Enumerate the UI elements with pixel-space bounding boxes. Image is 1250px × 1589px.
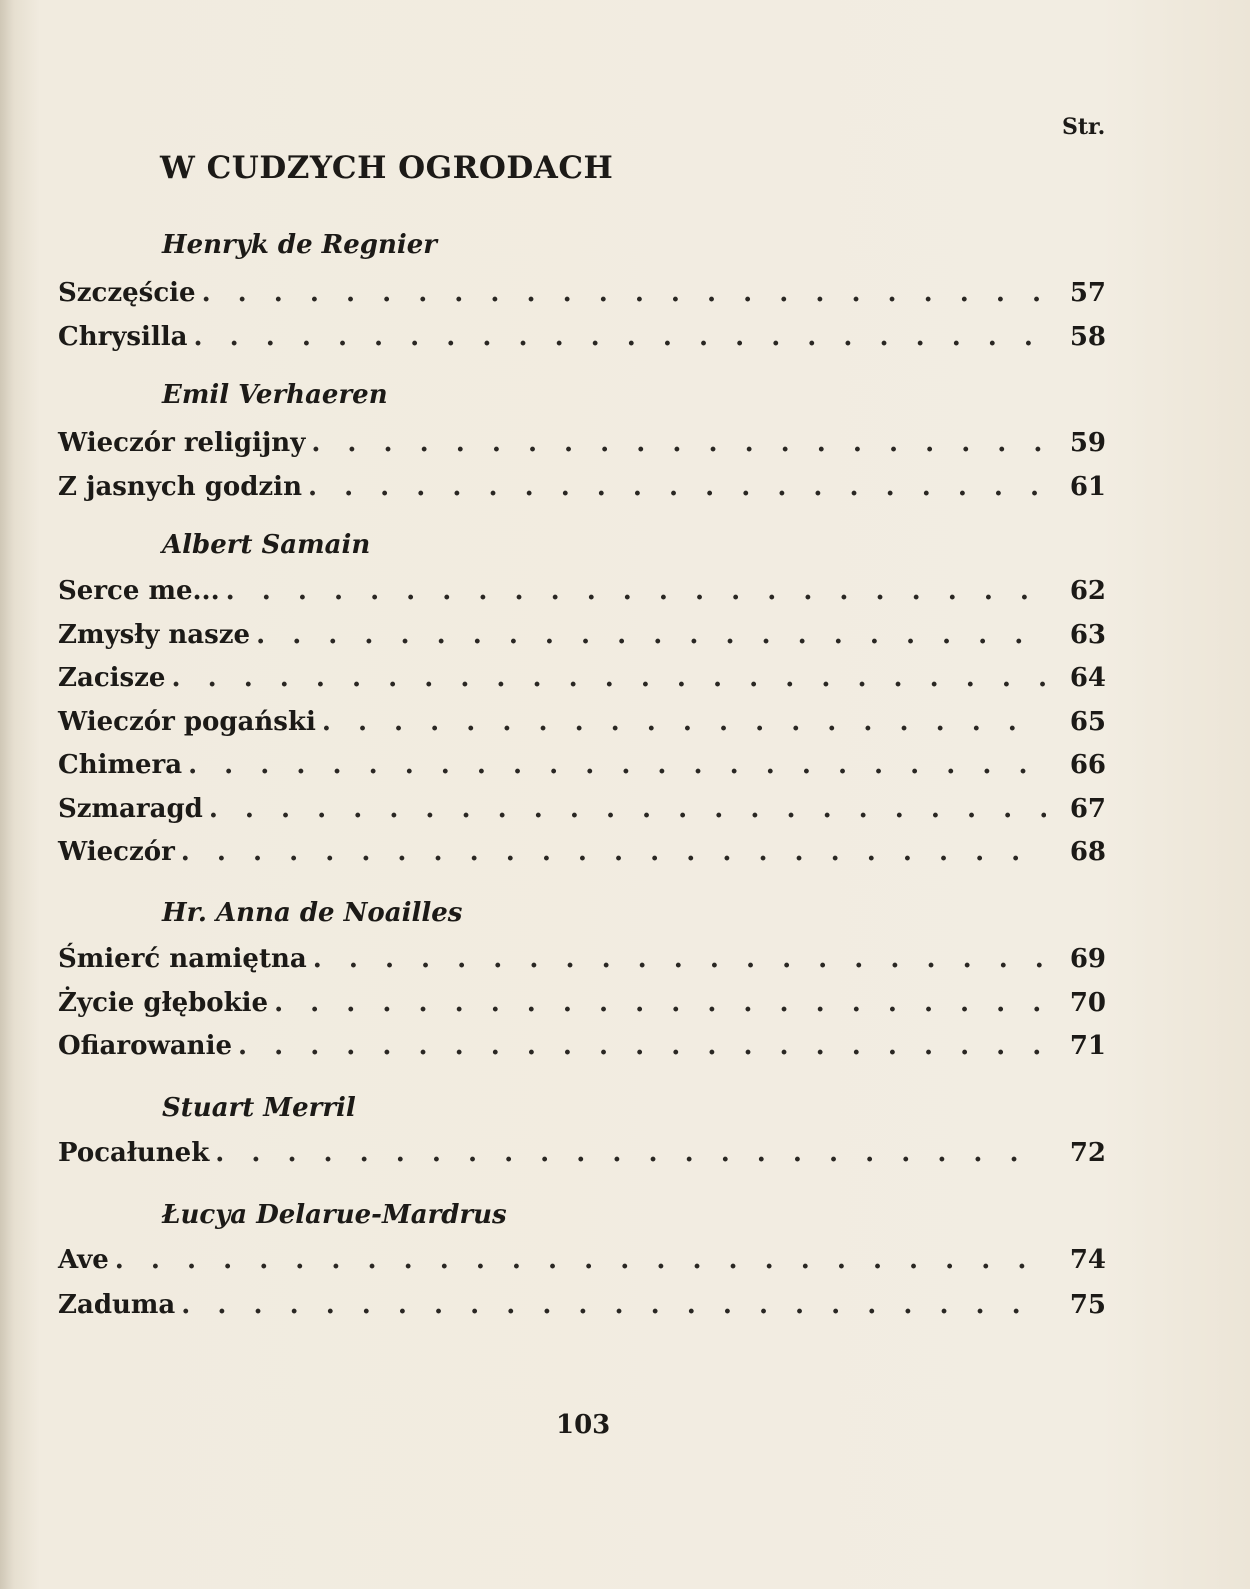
author-heading: Łucya Delarue-Mardrus <box>162 1200 507 1230</box>
section-title: W CUDZYCH OGRODACH <box>160 150 614 186</box>
author-heading: Albert Samain <box>162 530 371 560</box>
toc-entry[interactable] <box>58 576 1106 612</box>
toc-entry[interactable] <box>58 1290 1106 1326</box>
entry-title: Zacisze <box>58 663 166 693</box>
toc-entry[interactable] <box>58 428 1106 464</box>
author-heading: Henryk de Regnier <box>162 230 438 260</box>
entry-page: 72 <box>1069 1138 1106 1168</box>
page-number: 103 <box>556 1410 611 1440</box>
entry-title: Szmaragd <box>58 794 203 824</box>
entry-title: Pocałunek <box>58 1138 210 1168</box>
entry-page: 66 <box>1069 750 1106 780</box>
entry-page: 61 <box>1069 472 1106 502</box>
author-heading: Emil Verhaeren <box>162 380 388 410</box>
dot-leader <box>215 1138 1046 1168</box>
dot-leader <box>188 750 1046 780</box>
dot-leader <box>202 278 1046 308</box>
entry-title: Śmierć namiętna <box>58 944 307 974</box>
entry-title: Zmysły nasze <box>58 620 251 650</box>
toc-entry[interactable] <box>58 1245 1106 1281</box>
author-heading: Stuart Merril <box>162 1093 356 1123</box>
entry-page: 74 <box>1069 1245 1106 1275</box>
toc-entry[interactable] <box>58 988 1106 1024</box>
entry-title: Serce me... <box>58 576 220 606</box>
entry-page: 57 <box>1069 278 1106 308</box>
entry-page: 58 <box>1069 322 1106 352</box>
entry-title: Życie głębokie <box>58 988 269 1018</box>
toc-entry[interactable] <box>58 472 1106 508</box>
dot-leader <box>274 988 1046 1018</box>
entry-title: Zaduma <box>58 1290 176 1320</box>
entry-page: 63 <box>1069 620 1106 650</box>
toc-entry[interactable] <box>58 1031 1106 1067</box>
toc-entry[interactable] <box>58 322 1106 358</box>
entry-page: 62 <box>1069 576 1106 606</box>
entry-page: 68 <box>1069 837 1106 867</box>
dot-leader <box>322 707 1046 737</box>
dot-leader <box>311 428 1046 458</box>
dot-leader <box>181 1290 1046 1320</box>
toc-entry[interactable] <box>58 1138 1106 1174</box>
entry-title: Ave <box>58 1245 109 1275</box>
entry-page: 65 <box>1069 707 1106 737</box>
author-heading: Hr. Anna de Noailles <box>162 898 463 928</box>
dot-leader <box>115 1245 1046 1275</box>
dot-leader <box>209 794 1046 824</box>
toc-entry[interactable] <box>58 663 1106 699</box>
page-column-label: Str. <box>1062 114 1106 140</box>
toc-entry[interactable] <box>58 750 1106 786</box>
entry-page: 75 <box>1069 1290 1106 1320</box>
entry-page: 59 <box>1069 428 1106 458</box>
entry-page: 71 <box>1069 1031 1106 1061</box>
entry-page: 69 <box>1069 944 1106 974</box>
dot-leader <box>238 1031 1046 1061</box>
entry-title: Chrysilla <box>58 322 188 352</box>
dot-leader <box>308 472 1046 502</box>
entry-page: 64 <box>1069 663 1106 693</box>
entry-page: 67 <box>1069 794 1106 824</box>
entry-title: Szczęście <box>58 278 196 308</box>
toc-entry[interactable] <box>58 837 1106 873</box>
dot-leader <box>313 944 1046 974</box>
entry-title: Ofiarowanie <box>58 1031 232 1061</box>
toc-entry[interactable] <box>58 944 1106 980</box>
dot-leader <box>171 663 1046 693</box>
entry-page: 70 <box>1069 988 1106 1018</box>
toc-entry[interactable] <box>58 278 1106 314</box>
dot-leader <box>256 620 1046 650</box>
entry-title: Z jasnych godzin <box>58 472 302 502</box>
entry-title: Wieczór pogański <box>58 707 316 737</box>
entry-title: Wieczór <box>58 837 175 867</box>
toc-entry[interactable] <box>58 707 1106 743</box>
entry-title: Wieczór religijny <box>58 428 306 458</box>
dot-leader <box>226 576 1046 606</box>
dot-leader <box>181 837 1046 867</box>
toc-entry[interactable] <box>58 794 1106 830</box>
entry-title: Chimera <box>58 750 183 780</box>
toc-entry[interactable] <box>58 620 1106 656</box>
dot-leader <box>194 322 1046 352</box>
